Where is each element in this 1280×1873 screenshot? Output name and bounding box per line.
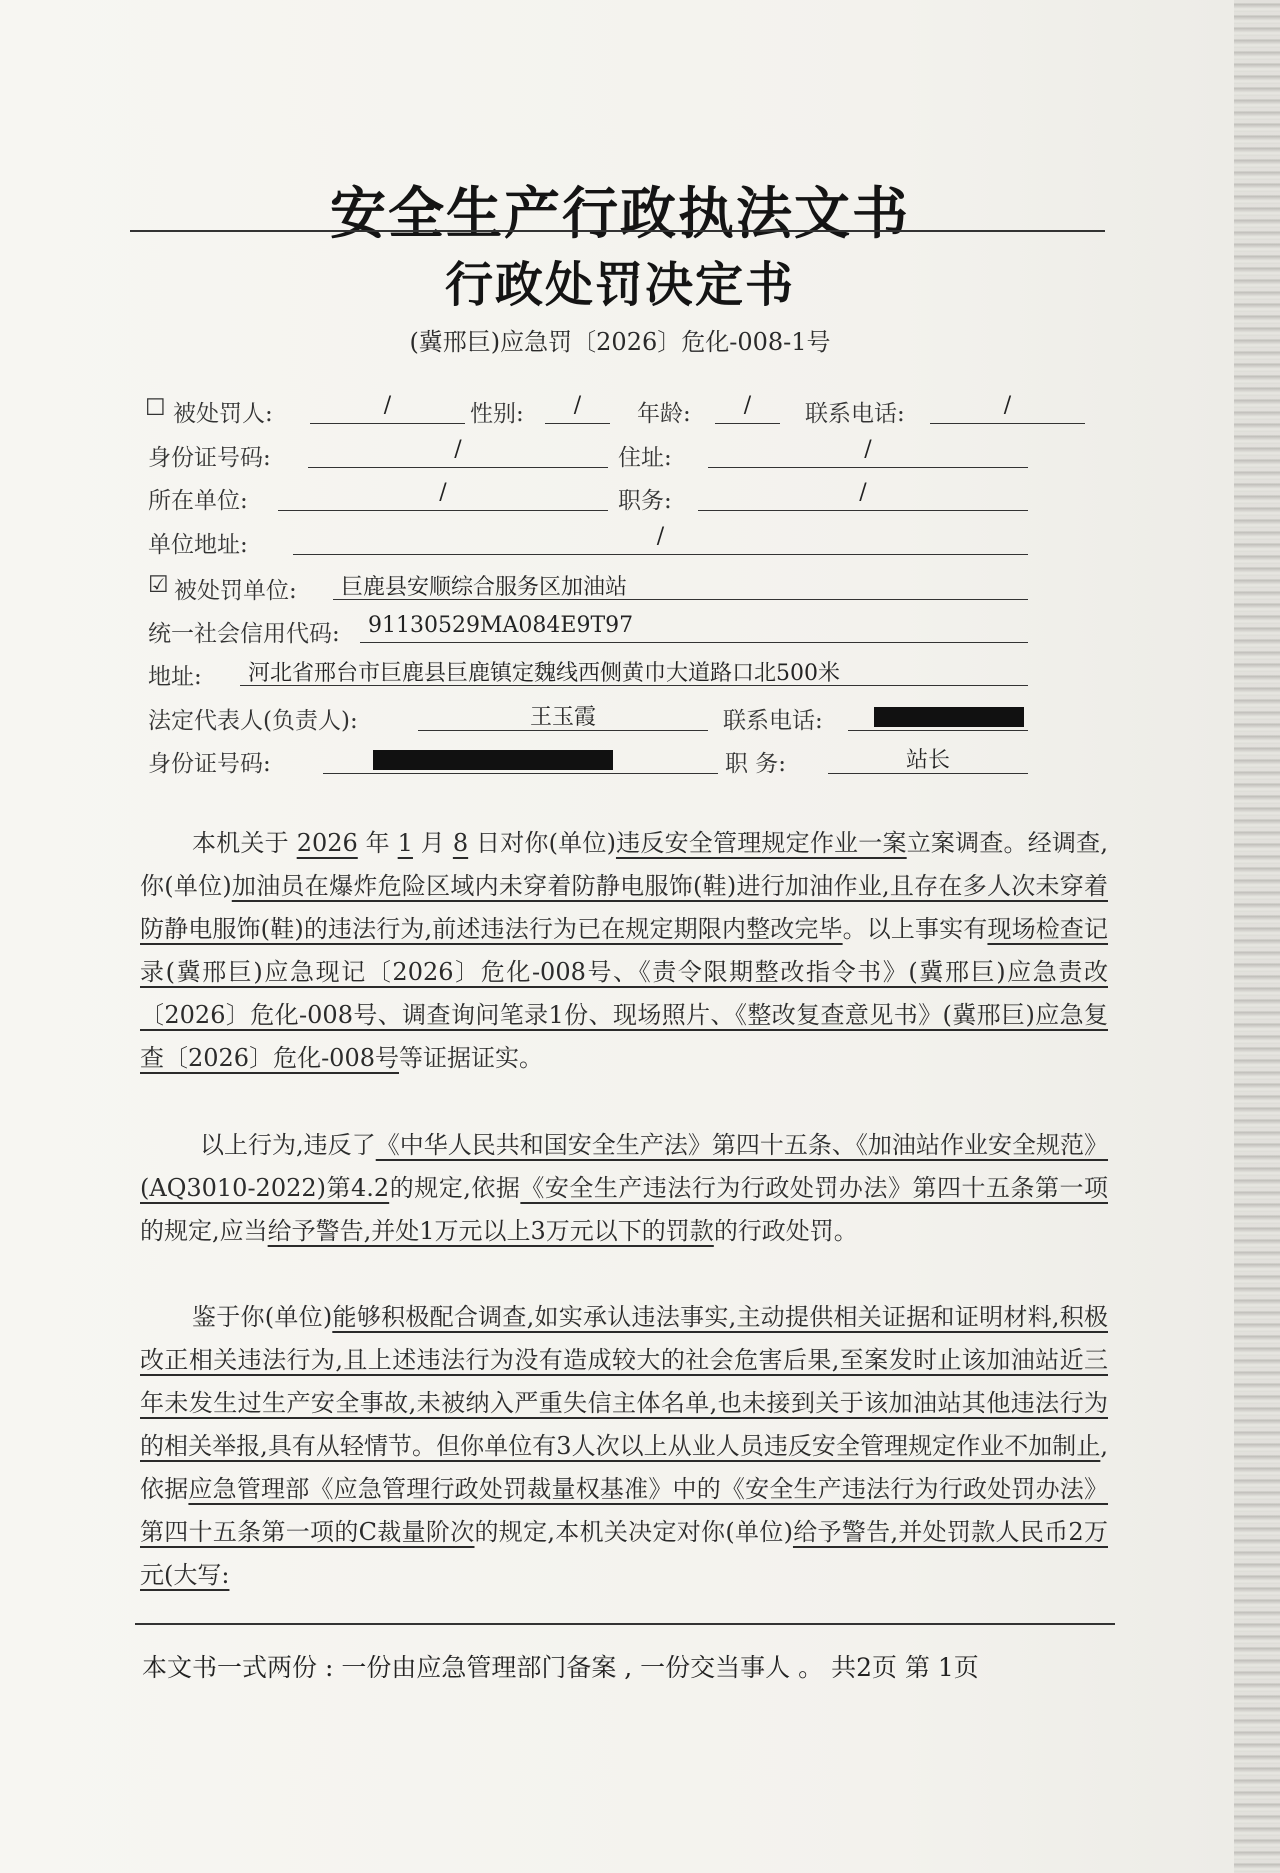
title-divider: [130, 230, 1105, 232]
entity-address-label: 地址:: [148, 664, 202, 690]
p1-facts: 加油员在爆炸危险区域内未穿着防静电服饰(鞋)进行加油作业,且存在多人次未穿着防静电服饰(鞋)的违法行为,前述违法行为已在规定期限内整改完毕: [140, 872, 1108, 943]
entity-name-label: 被处罚单位:: [174, 578, 297, 604]
p2-text-b: 的规定,依据: [389, 1174, 521, 1202]
person-phone-label: 联系电话:: [805, 401, 905, 427]
page-edge-shadow: [1234, 0, 1280, 1873]
document-title: 安全生产行政执法文书: [330, 181, 910, 247]
p1-text-f: 。以上事实有: [842, 915, 988, 943]
person-address-field: /: [708, 437, 1028, 468]
paragraph-decision: [140, 1296, 1108, 1597]
p3-text-a: 鉴于你(单位): [192, 1303, 333, 1331]
p1-day: 8: [452, 829, 469, 857]
entity-legal-rep-field: 王玉霞: [418, 700, 708, 731]
entity-name-field: 巨鹿县安顺综合服务区加油站: [333, 570, 1028, 600]
entity-checkbox: ☑: [148, 572, 169, 598]
p2-text-a: 以上行为,违反了: [200, 1131, 376, 1159]
person-gender-field: /: [545, 393, 610, 424]
person-phone-field: /: [930, 393, 1085, 424]
p1-text-e: 立案调查。经调查,你(单位): [140, 829, 1108, 900]
footer: [142, 1648, 979, 1684]
p1-case-name: 违反安全管理规定作业一案: [615, 829, 907, 857]
person-gender-label: 性别:: [470, 401, 524, 427]
person-id-label: 身份证号码:: [148, 445, 271, 471]
entity-address-field: 河北省邢台市巨鹿县巨鹿镇定魏线西侧黄巾大道路口北500米: [240, 656, 1028, 686]
entity-position-label: 职 务:: [725, 751, 787, 777]
footer-pages: 共2页 第 1页: [831, 1653, 979, 1682]
p2-text-d: 的行政处罚。: [713, 1217, 858, 1245]
person-address-label: 住址:: [618, 445, 672, 471]
p1-text-g: 等证据证实。: [399, 1044, 543, 1072]
person-employer-field: /: [278, 480, 608, 511]
p1-text-b: 年: [365, 829, 390, 857]
p1-text-d: 日对你(单位): [475, 829, 616, 857]
person-age-field: /: [715, 393, 780, 424]
p1-evidence: 现场检查记录(冀邢巨)应急现记〔2026〕危化-008号、《责令限期整改指令书》(冀邢巨)应急责改〔2026〕危化-008号、调查询问笔录1份、现场照片、《整改复查意见书》(冀邢巨)应急复查〔2026〕危化-008号: [140, 915, 1109, 1072]
phone-redaction: [874, 707, 1024, 727]
paragraph-facts: [140, 822, 1108, 1080]
p2-text-c: 的规定,应当: [140, 1217, 268, 1245]
p1-text-c: 月: [420, 829, 446, 857]
entity-legal-rep-label: 法定代表人(负责人):: [148, 708, 358, 734]
person-name-field: /: [310, 393, 465, 424]
person-employer-address-field: /: [293, 524, 1028, 555]
footer-note: 本文书一式两份 : 一份由应急管理部门备案 , 一份交当事人 。: [142, 1653, 824, 1682]
footer-divider: [135, 1623, 1115, 1625]
p3-standard: 应急管理部《应急管理行政处罚裁量权基准》中的《安全生产违法行为行政处罚办法》第四十五条第一项的C裁量阶次: [140, 1475, 1109, 1546]
person-position-label: 职务:: [618, 488, 672, 514]
id-redaction: [373, 750, 613, 770]
entity-credit-code-label: 统一社会信用代码:: [148, 621, 340, 647]
p1-month: 1: [397, 829, 413, 857]
p3-text-b: ,依据: [140, 1432, 1108, 1503]
p2-violated-law: 《中华人民共和国安全生产法》第四十五条、《加油站作业安全规范》(AQ3010-2022)第4.2: [140, 1131, 1109, 1202]
document-number: (冀邢巨)应急罚〔2026〕危化-008-1号: [409, 328, 831, 356]
person-employer-address-label: 单位地址:: [148, 532, 248, 558]
entity-position-field: 站长: [828, 743, 1028, 774]
person-age-label: 年龄:: [637, 401, 691, 427]
document-subtitle: 行政处罚决定书: [444, 257, 795, 313]
p3-text-c: 的规定,本机关决定对你(单位): [474, 1518, 793, 1546]
entity-phone-label: 联系电话:: [723, 708, 823, 734]
person-id-field: /: [308, 437, 608, 468]
p1-year: 2026: [296, 829, 358, 857]
person-name-label: 被处罚人:: [173, 401, 273, 427]
paragraph-violation: [140, 1124, 1108, 1253]
p3-decision: 给予警告,并处罚款人民币2万元(大写:: [140, 1518, 1108, 1589]
person-checkbox: ☐: [145, 395, 166, 421]
p3-mitigation: 能够积极配合调查,如实承认违法事实,主动提供相关证据和证明材料,积极改正相关违法行为,且上述违法行为没有造成较大的社会危害后果,至案发时止该加油站近三年未发生过生产安全事故,未被纳入严重失信主体名单,也未接到关于该加油站其他违法行为的相关举报,具有从轻情节。但你单位有3人次以上从业人员违反安全管理规定作业不加制止: [140, 1303, 1108, 1460]
p2-legal-basis: 《安全生产违法行为行政处罚办法》第四十五条第一项: [520, 1174, 1108, 1202]
entity-credit-code-field: 91130529MA084E9T97: [360, 613, 1028, 643]
entity-id-label: 身份证号码:: [148, 751, 271, 777]
person-position-field: /: [698, 480, 1028, 511]
p2-penalty: 给予警告,并处1万元以上3万元以下的罚款: [267, 1217, 714, 1245]
p1-text-a: 本机关于: [192, 829, 289, 857]
person-employer-label: 所在单位:: [148, 488, 248, 514]
